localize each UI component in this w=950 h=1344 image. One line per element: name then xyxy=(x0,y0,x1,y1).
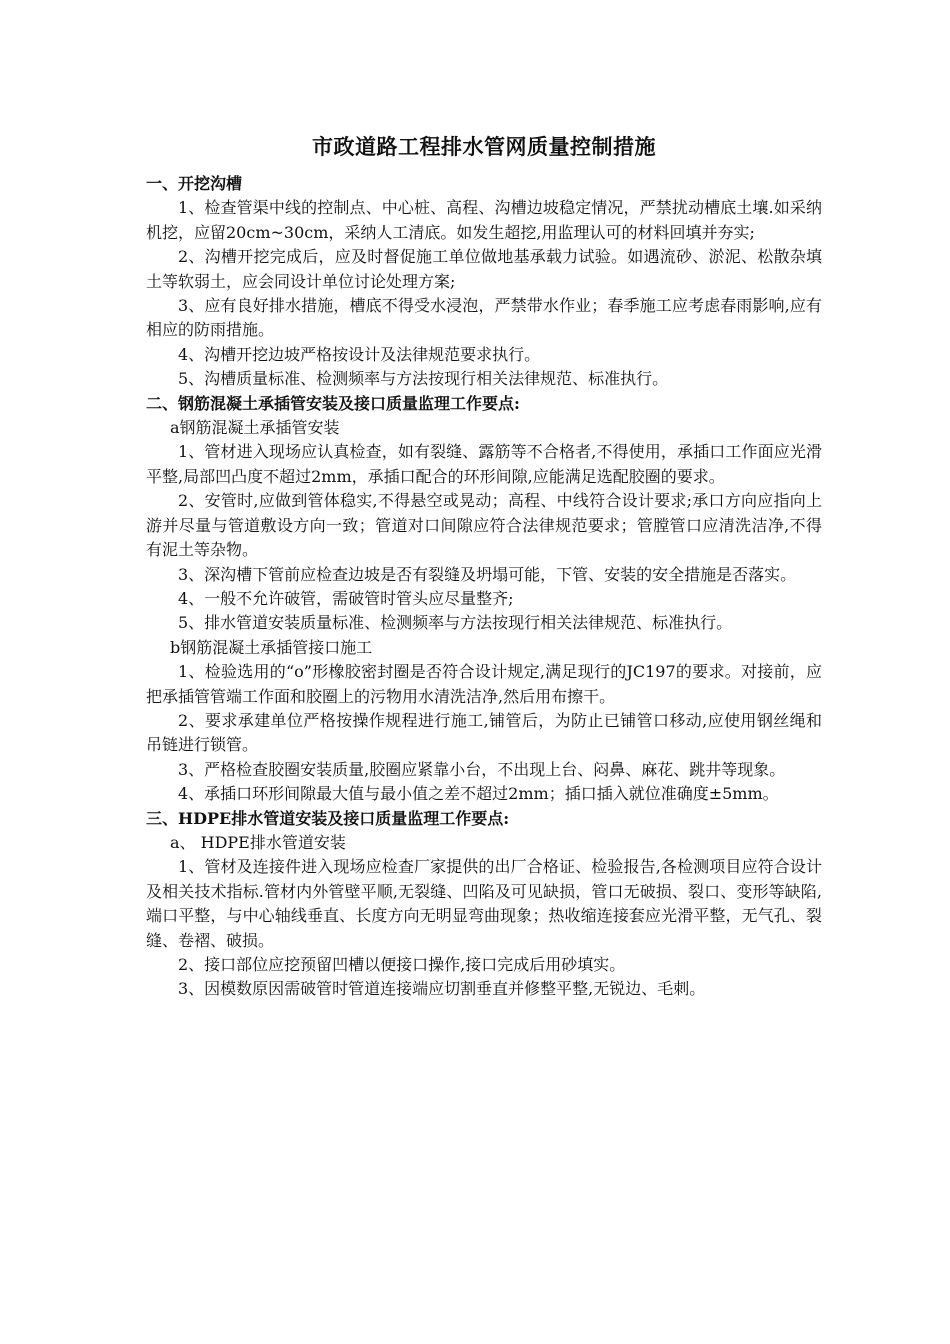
paragraph: 3、应有良好排水措施，槽底不得受水浸泡，严禁带水作业；春季施工应考虑春雨影响,应有相应的防雨措施。 xyxy=(146,296,822,340)
paragraph: 2、安管时,应做到管体稳实,不得悬空或晃动；高程、中线符合设计要求;承口方向应指向上游并尽量与管道敷设方向一致；管道对口间隙应符合法律规范要求；管膛管口应清洗洁净,不得有泥土等杂物。 xyxy=(146,491,822,560)
section-heading: 二、钢筋混凝土承插管安装及接口质量监理工作要点: xyxy=(146,393,520,413)
paragraph: 1、管材进入现场应认真检查，如有裂缝、露筋等不合格者,不得使用，承插口工作面应光滑平整,局部凹凸度不超过2mm，承插口配合的环形间隙,应能满足选配胶圈的要求。 xyxy=(146,442,822,486)
paragraph: 4、沟槽开挖边坡严格按设计及法律规范要求执行。 xyxy=(178,344,541,364)
subsection-heading: b钢筋混凝土承插管接口施工 xyxy=(170,637,373,657)
section-heading: 三、HDPE排水管道安装及接口质量监理工作要点: xyxy=(146,808,510,828)
paragraph: 4、承插口环形间隙最大值与最小值之差不超过2mm；插口插入就位准确度±5mm。 xyxy=(178,784,779,804)
document-title: 市政道路工程排水管网质量控制措施 xyxy=(312,134,656,159)
paragraph: 1、检验选用的“o”形橡胶密封圈是否符合设计规定,满足现行的JC197的要求。对接前，应把承插管管端工作面和胶圈上的污物用水清洗洁净,然后用布擦干。 xyxy=(146,662,822,706)
paragraph: 2、要求承建单位严格按操作规程进行施工,铺管后，为防止已铺管口移动,应使用钢丝绳和吊链进行锁管。 xyxy=(146,710,822,755)
section-excavation xyxy=(146,172,822,392)
paragraph: 1、检查管渠中线的控制点、中心桩、高程、沟槽边坡稳定情况，严禁扰动槽底土壤.如采纳机挖，应留20cm~30cm，采纳人工清底。如发生超挖,用监理认可的材料回填并夯实; xyxy=(146,198,822,242)
subsection-heading: a、 HDPE排水管道安装 xyxy=(170,832,346,852)
paragraph: 1、管材及连接件进入现场应检查厂家提供的出厂合格证、检验报告,各检测项目应符合设计及相关技术指标.管材内外管壁平顺,无裂缝、凹陷及可见缺损，管口无破损、裂口、变形等缺陷,端口平整，与中心轴线垂直、长度方向无明显弯曲现象；热收缩连接套应光滑平整，无气孔、裂缝、卷褶、破损。 xyxy=(146,857,822,950)
section-heading: 一、开挖沟槽 xyxy=(146,174,243,193)
paragraph: 4、一般不允许破管，需破管时管头应尽量整齐; xyxy=(178,588,514,608)
section-concrete-pipe xyxy=(146,392,822,807)
paragraph: 2、接口部位应挖预留凹槽以便接口操作,接口完成后用砂填实。 xyxy=(178,955,626,974)
section-hdpe-pipe xyxy=(146,807,822,1002)
paragraph: 3、严格检查胶圈安装质量,胶圈应紧靠小台，不出现上台、闷鼻、麻花、跳井等现象。 xyxy=(178,759,786,779)
paragraph: 3、因模数原因需破管时管道连接端应切割垂直并修整平整,无锐边、毛刺。 xyxy=(178,979,706,999)
document-body xyxy=(146,132,822,1002)
subsection-heading: a钢筋混凝土承插管安装 xyxy=(170,418,340,438)
paragraph: 5、沟槽质量标准、检测频率与方法按现行相关法律规范、标准执行。 xyxy=(178,369,669,389)
paragraph: 5、排水管道安装质量标准、检测频率与方法按现行相关法律规范、标准执行。 xyxy=(178,613,733,633)
paragraph: 3、深沟槽下管前应检查边坡是否有裂缝及坍塌可能，下管、安装的安全措施是否落实。 xyxy=(178,564,797,584)
paragraph: 2、沟槽开挖完成后，应及时督促施工单位做地基承载力试验。如遇流砂、淤泥、松散杂填土等软弱土，应会同设计单位讨论处理方案; xyxy=(146,247,822,291)
